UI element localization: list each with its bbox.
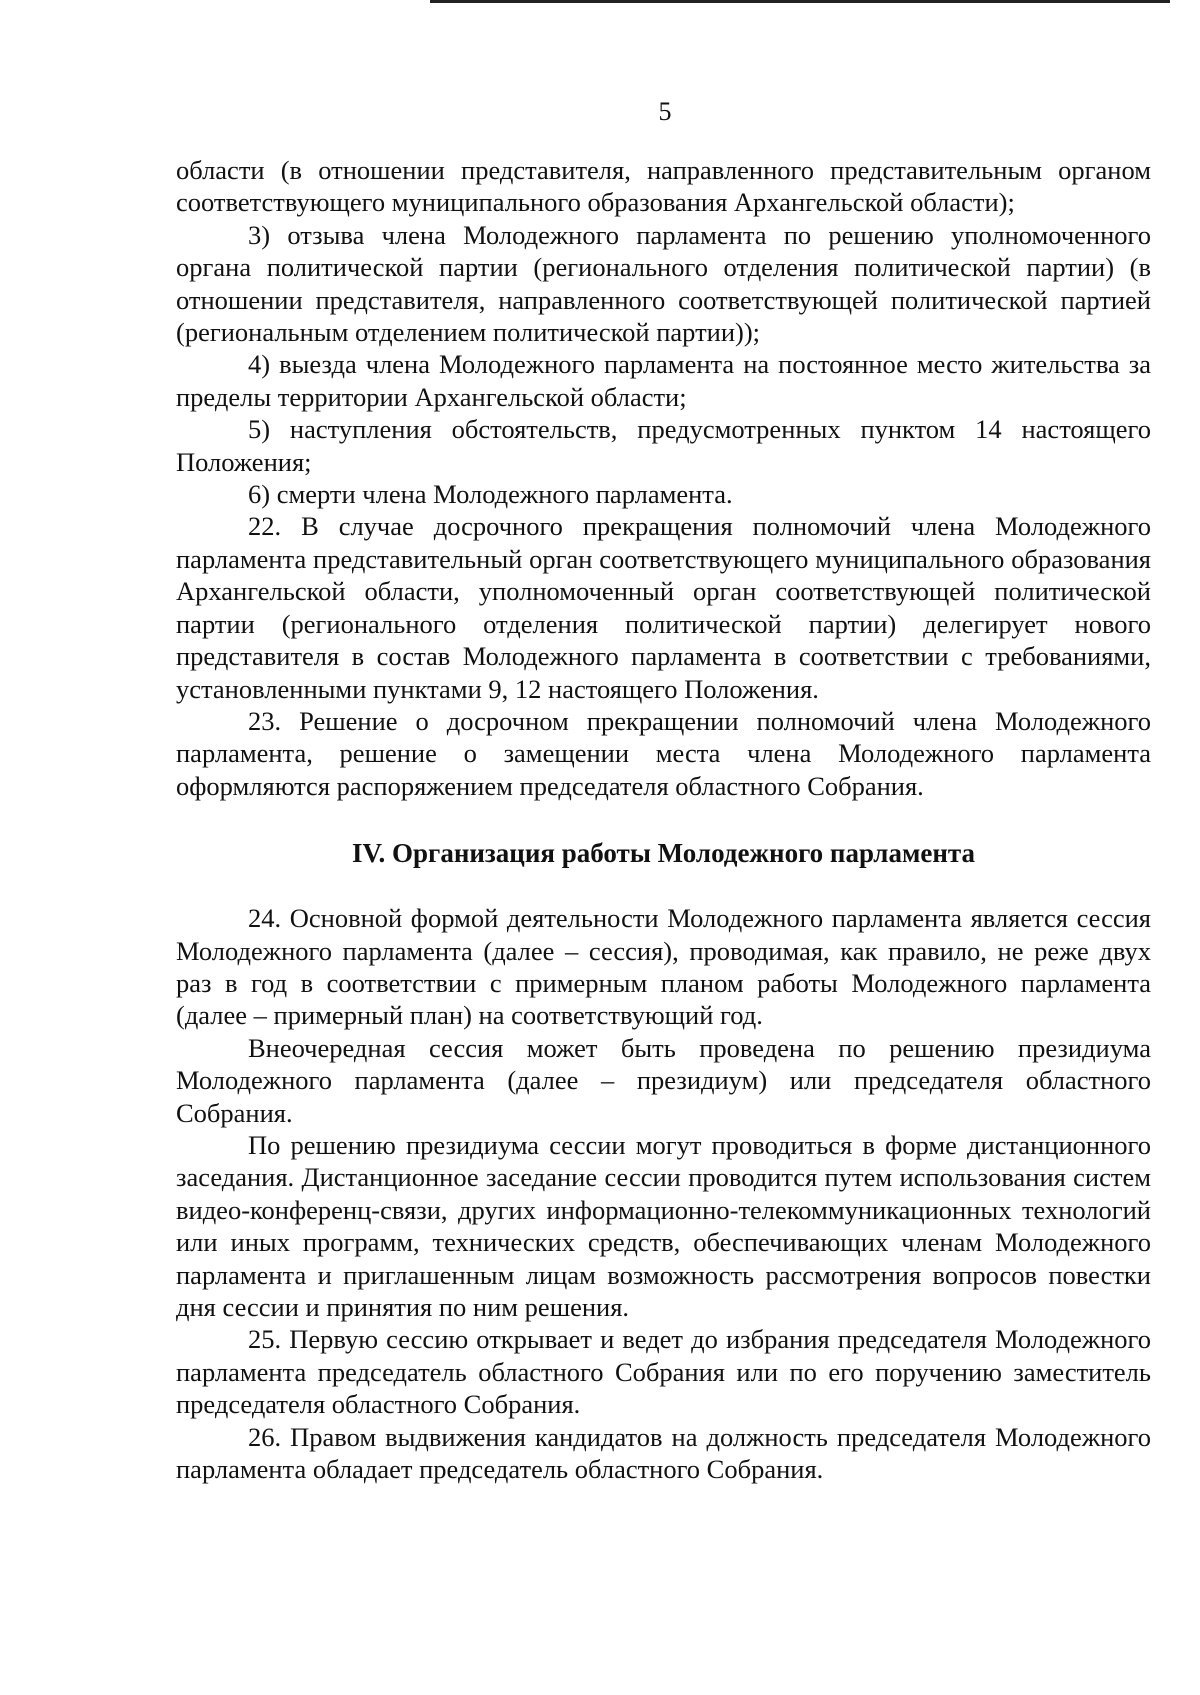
paragraph-item-4: 4) выезда члена Молодежного парламента на постоянное место жительства за пределы территории Архангельской области; <box>176 349 1151 412</box>
paragraph-clause-26: 26. Правом выдвижения кандидатов на должность председателя Молодежного парламента обладает председатель областного Собрания. <box>176 1421 1151 1485</box>
page-number: 5 <box>658 97 672 126</box>
paragraph-item-3: 3) отзыва члена Молодежного парламента по решению уполномоченного органа политической партии (регионального отделения политической партии) (в отношении представителя, направленного соответствующей политической партией (региональным отделением политической партии)); <box>176 219 1151 348</box>
paragraph-clause-23: 23. Решение о досрочном прекращении полномочий члена Молодежного парламента, решение о замещении места члена Молодежного парламента оформляются распоряжением председателя областного Собрания. <box>176 705 1151 801</box>
paragraph-item-5: 5) наступления обстоятельств, предусмотренных пунктом 14 настоящего Положения; <box>176 414 1151 477</box>
paragraph-remote-session: По решению президиума сессии могут проводиться в форме дистанционного заседания. Дистанционное заседание сессии проводится путем использования систем видео-конференц-связи, других информационно-телекоммуникационных технологий или иных программ, технических средств, обеспечивающих членам Молодежного парламента и приглашенным лицам возможность рассмотрения вопросов повестки дня сессии и принятия по ним решения. <box>176 1129 1151 1322</box>
paragraph-continuation: области (в отношении представителя, направленного представительным органом соответствующего муниципального образования Архангельской области); <box>176 155 1151 218</box>
document-body <box>176 154 1151 1485</box>
paragraph-clause-25: 25. Первую сессию открывает и ведет до избрания председателя Молодежного парламента председатель областного Собрания или по его поручению заместитель председателя областного Собрания. <box>176 1324 1151 1420</box>
section-heading: IV. Организация работы Молодежного парламента <box>352 838 975 869</box>
paragraph-item-6: 6) смерти члена Молодежного парламента. <box>248 479 733 510</box>
paragraph-extraordinary-session: Внеочередная сессия может быть проведена по решению президиума Молодежного парламента (далее – президиум) или председателя областного Собрания. <box>176 1032 1151 1128</box>
paragraph-clause-24: 24. Основной формой деятельности Молодежного парламента является сессия Молодежного парламента (далее – сессия), проводимая, как правило, не реже двух раз в год в соответствии с примерным планом работы Молодежного парламента (далее – примерный план) на соответствующий год. <box>176 903 1151 1031</box>
paragraph-clause-22: 22. В случае досрочного прекращения полномочий члена Молодежного парламента представительный орган соответствующего муниципального образования Архангельской области, уполномоченный орган соответствующей политической партии (регионального отделения политической партии) делегирует нового представителя в состав Молодежного парламента в соответствии с требованиями, установленными пунктами 9, 12 настоящего Положения. <box>176 511 1151 704</box>
top-border-line <box>430 0 1170 3</box>
